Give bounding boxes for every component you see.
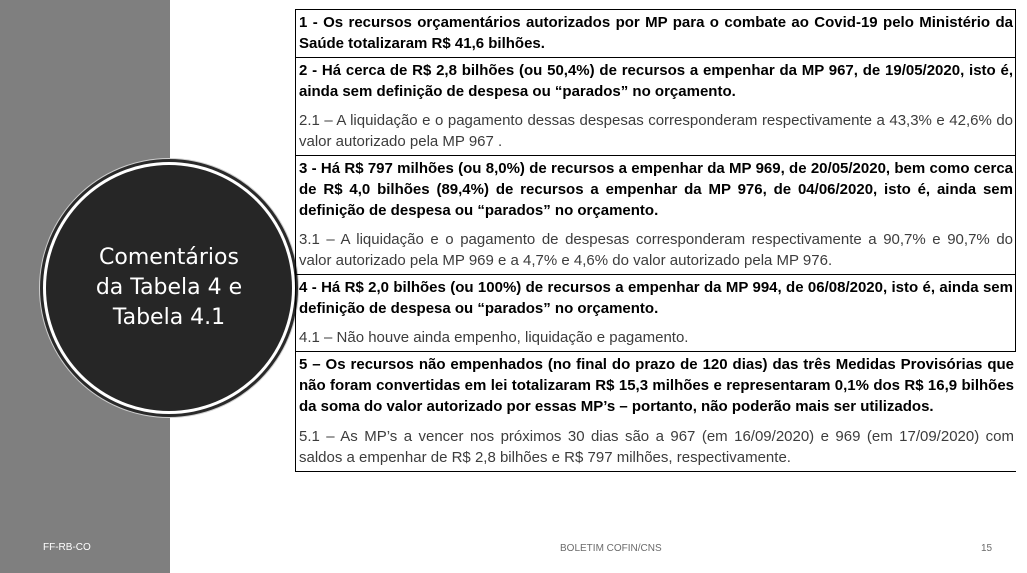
comment-detail: 4.1 – Não houve ainda empenho, liquidação e pagamento. — [299, 329, 689, 346]
comment-item-3 — [295, 156, 1016, 275]
comment-heading: 1 - Os recursos orçamentários autorizados por MP para o combate ao Covid-19 pelo Ministério da Saúde totalizaram R$ 41,6 bilhões. — [299, 14, 1013, 52]
comment-detail: 2.1 – A liquidação e o pagamento dessas despesas corresponderam respectivamente a 43,3% e 42,6% do valor autorizado pela MP 967 . — [299, 112, 1013, 150]
footer-bulletin-name: BOLETIM COFIN/CNS — [560, 543, 662, 554]
comment-item-4 — [295, 275, 1016, 352]
comment-heading: 4 - Há R$ 2,0 bilhões (ou 100%) de recursos a empenhar da MP 994, de 06/08/2020, isto é, ainda sem definição de despesa ou “parados” no orçamento. — [299, 279, 1013, 317]
comment-heading: 5 – Os recursos não empenhados (no final do prazo de 120 dias) das três Medidas Provisórias que não foram convertidas em lei totalizaram R$ 15,3 milhões e representaram 0,1% dos R$ 16,9 bilhões da soma do valor autorizado por essas MP’s – portanto, não poderão mais ser utilizados. — [299, 356, 1014, 415]
comment-item-5 — [295, 352, 1016, 472]
title-circle — [46, 165, 292, 411]
slide-title — [84, 243, 254, 333]
slide-title-line-1: Comentários — [99, 245, 239, 270]
comment-heading: 3 - Há R$ 797 milhões (ou 8,0%) de recursos a empenhar da MP 969, de 20/05/2020, bem como cerca de R$ 4,0 bilhões (89,4%) de recursos a empenhar da MP 976, de 04/06/2020, isto é, ainda sem definição de despesa ou “parados” no orçamento. — [299, 160, 1013, 219]
slide-title-line-2: da Tabela 4 e — [95, 275, 243, 300]
comment-heading: 2 - Há cerca de R$ 2,8 bilhões (ou 50,4%) de recursos a empenhar da MP 967, de 19/05/2020, isto é, ainda sem definição de despesa ou “parados” no orçamento. — [299, 62, 1013, 100]
comment-item-2 — [295, 58, 1016, 156]
comments-box — [295, 9, 1016, 472]
page-number: 15 — [981, 543, 993, 554]
slide-title-line-3: Tabela 4.1 — [112, 305, 226, 330]
footer-author-code: FF-RB-CO — [43, 542, 91, 553]
comment-detail: 3.1 – A liquidação e o pagamento de despesas corresponderam respectivamente a 90,7% e 90,7% do valor autorizado pela MP 969 e a 4,7% e 4,6% do valor autorizado pela MP 976. — [299, 231, 1013, 269]
comment-detail: 5.1 – As MP’s a vencer nos próximos 30 dias são a 967 (em 16/09/2020) e 969 (em 17/09/2020) com saldos a empenhar de R$ 2,8 bilhões e R$ 797 milhões, respectivamente. — [299, 428, 1014, 466]
comment-item-1 — [295, 9, 1016, 58]
